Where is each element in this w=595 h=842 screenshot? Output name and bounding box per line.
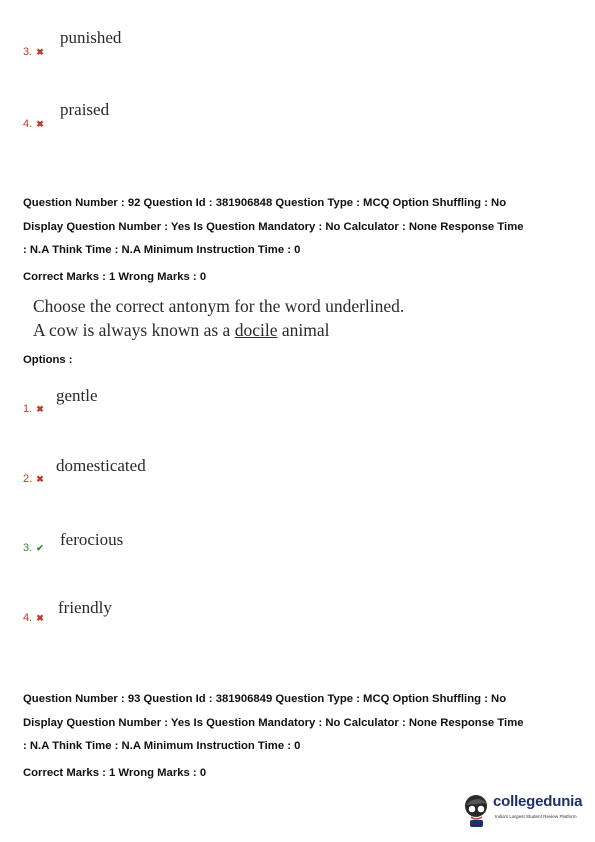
collegedunia-logo [462, 790, 587, 830]
option-text: praised [60, 100, 110, 119]
option-number [23, 612, 44, 624]
question-line: Choose the correct antonym for the word underlined. [33, 296, 405, 316]
option-text: ferocious [60, 530, 124, 549]
marks-line: Correct Marks : 1 Wrong Marks : 0 [23, 766, 207, 779]
wrong-icon: ✖ [36, 473, 44, 484]
option-number [23, 403, 44, 415]
marks-line: Correct Marks : 1 Wrong Marks : 0 [23, 270, 207, 283]
option-number [23, 46, 44, 58]
option-number-label: 2. [23, 473, 33, 485]
logo-name: collegedunia [493, 793, 583, 810]
wrong-icon: ✖ [36, 118, 44, 129]
option-text: friendly [58, 598, 112, 617]
meta-line: : N.A Think Time : N.A Minimum Instruction Time : 0 [23, 740, 301, 752]
question-92-text [33, 294, 404, 342]
wrong-icon: ✖ [36, 46, 44, 57]
options-label: Options : [23, 354, 73, 366]
underlined-word: docile [234, 320, 278, 340]
question-92-meta [23, 192, 583, 289]
option-number [23, 118, 44, 130]
meta-line: Question Number : 92 Question Id : 381906848 Question Type : MCQ Option Shuffling : No [23, 197, 507, 209]
option-number-label: 3. [23, 46, 33, 58]
check-icon: ✔ [36, 542, 44, 553]
option-text: punished [60, 28, 122, 47]
meta-line: : N.A Think Time : N.A Minimum Instruction Time : 0 [23, 244, 301, 256]
question-line [33, 318, 404, 342]
mascot-icon [462, 792, 492, 828]
question-text-after: animal [277, 320, 330, 340]
option-text: gentle [56, 386, 98, 405]
meta-line: Question Number : 93 Question Id : 381906849 Question Type : MCQ Option Shuffling : No [23, 693, 507, 705]
question-text-before: A cow is always known as a [33, 320, 235, 340]
option-number-label: 3. [23, 542, 33, 554]
option-text: domesticated [56, 456, 146, 475]
question-93-meta [23, 688, 583, 785]
meta-line: Display Question Number : Yes Is Question Mandatory : No Calculator : None Response Time [23, 716, 524, 729]
wrong-icon: ✖ [36, 403, 44, 414]
option-number [23, 473, 44, 485]
meta-line: Display Question Number : Yes Is Question Mandatory : No Calculator : None Response Time [23, 220, 524, 233]
option-number [23, 542, 44, 554]
option-number-label: 4. [23, 612, 33, 624]
option-number-label: 4. [23, 118, 33, 130]
option-number-label: 1. [23, 403, 33, 415]
logo-tagline: India's Largest Student Review Platform [495, 814, 577, 819]
wrong-icon: ✖ [36, 612, 44, 623]
